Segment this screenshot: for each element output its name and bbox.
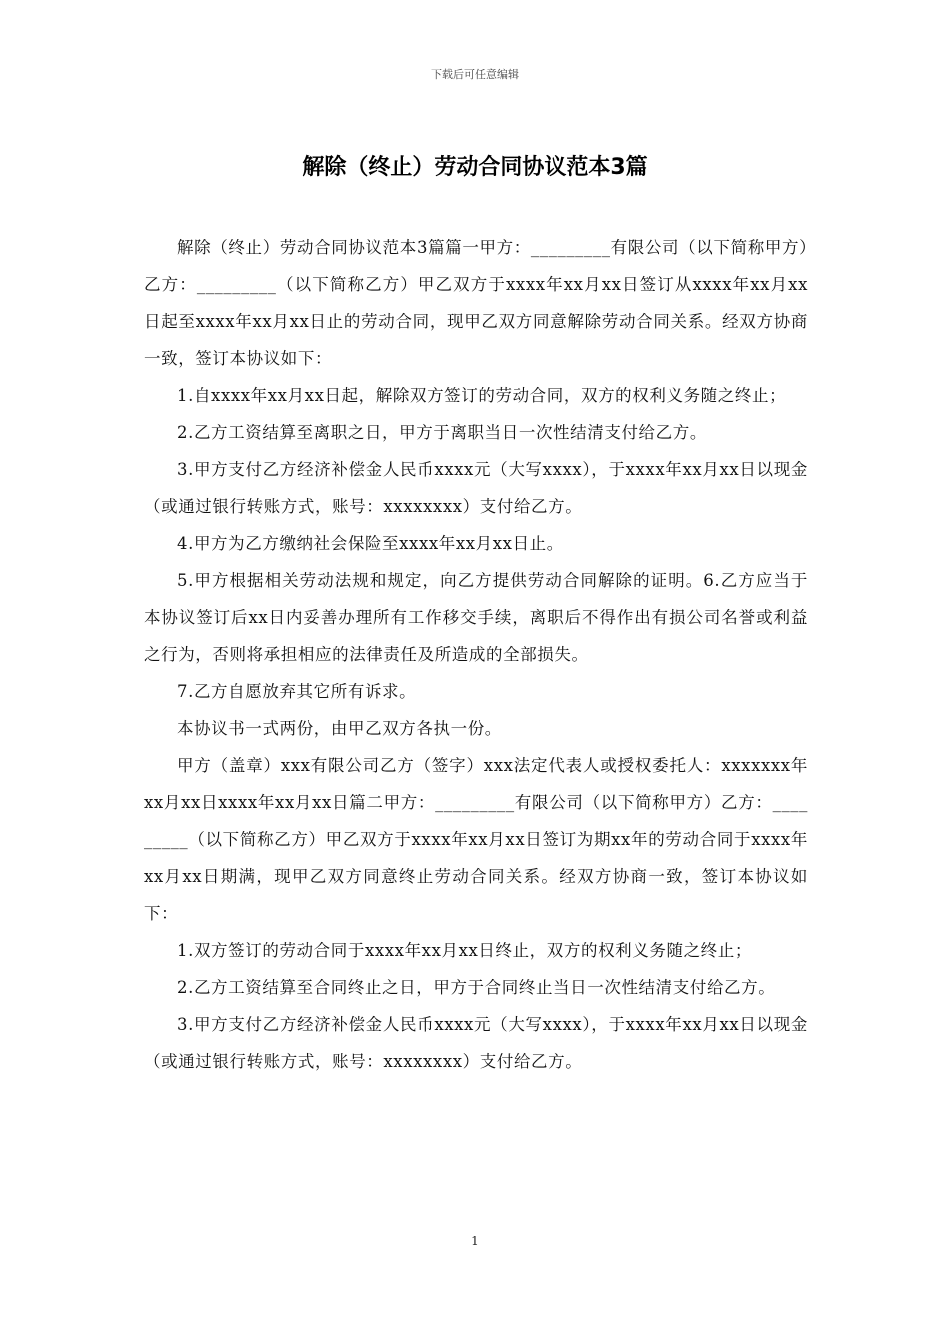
document-title: 解除（终止）劳动合同协议范本3篇	[302, 155, 648, 180]
paragraph: 5.甲方根据相关劳动法规和规定，向乙方提供劳动合同解除的证明。6.乙方应当于本协议签订后xx日内妥善办理所有工作移交手续，离职后不得作出有损公司名誉或利益之行为，否则将承担相应的法律责任及所造成的全部损失。	[144, 571, 808, 664]
document-body	[144, 229, 808, 1080]
paragraph: 甲方（盖章）xxx有限公司乙方（签字）xxx法定代表人或授权委托人：xxxxxxx年xx月xx日xxxx年xx月xx日篇二甲方：_________有限公司（以下简称甲方）乙方：_________（以下简称乙方）甲乙双方于xxxx年xx月xx日签订为期xx年的劳动合同于xxxx年xx月xx日期满，现甲乙双方同意终止劳动合同关系。经双方协商一致，签订本协议如下：	[144, 756, 808, 923]
paragraph: 解除（终止）劳动合同协议范本3篇篇一甲方：_________有限公司（以下简称甲方）乙方：_________（以下简称乙方）甲乙双方于xxxx年xx月xx日签订从xxxx年xx月xx日起至xxxx年xx月xx日止的劳动合同，现甲乙双方同意解除劳动合同关系。经双方协商一致，签订本协议如下：	[144, 238, 808, 368]
paragraph: 1.双方签订的劳动合同于xxxx年xx月xx日终止，双方的权利义务随之终止；	[177, 941, 752, 960]
header-note: 下载后可任意编辑	[431, 68, 519, 81]
paragraph: 7.乙方自愿放弃其它所有诉求。	[177, 682, 417, 701]
paragraph: 2.乙方工资结算至合同终止之日，甲方于合同终止当日一次性结清支付给乙方。	[177, 978, 776, 997]
paragraph: 3.甲方支付乙方经济补偿金人民币xxxx元（大写xxxx），于xxxx年xx月xx日以现金（或通过银行转账方式，账号：xxxxxxxx）支付给乙方。	[144, 460, 808, 516]
paragraph: 1.自xxxx年xx月xx日起，解除双方签订的劳动合同，双方的权利义务随之终止；	[177, 386, 787, 405]
paragraph: 2.乙方工资结算至离职之日，甲方于离职当日一次性结清支付给乙方。	[177, 423, 707, 442]
paragraph: 4.甲方为乙方缴纳社会保险至xxxx年xx月xx日止。	[177, 534, 564, 553]
page-number: 1	[471, 1234, 479, 1248]
paragraph: 本协议书一式两份，由甲乙双方各执一份。	[177, 719, 502, 738]
paragraph: 3.甲方支付乙方经济补偿金人民币xxxx元（大写xxxx），于xxxx年xx月xx日以现金（或通过银行转账方式，账号：xxxxxxxx）支付给乙方。	[144, 1015, 808, 1071]
